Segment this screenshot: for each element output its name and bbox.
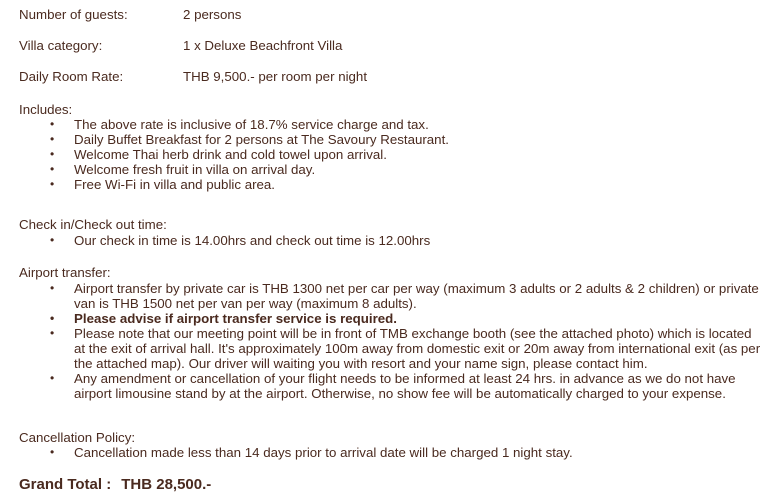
- list-item: • Please advise if airport transfer service is required.: [50, 311, 397, 326]
- bullet-icon: •: [50, 371, 55, 385]
- grand-total: [19, 477, 211, 492]
- bullet-icon: •: [50, 311, 55, 325]
- list-item: • Cancellation made less than 14 days prior to arrival date will be charged 1 night stay.: [50, 445, 573, 460]
- bullet-icon: •: [50, 281, 55, 295]
- room-rate-label: Daily Room Rate:: [19, 69, 124, 84]
- cancellation-heading: Cancellation Policy:: [19, 430, 136, 445]
- guests-value: 2 persons: [183, 7, 242, 22]
- airport-transfer-heading: Airport transfer:: [19, 265, 111, 280]
- bullet-icon: •: [50, 162, 55, 176]
- bullet-icon: •: [50, 445, 55, 459]
- cancellation-list: [0, 445, 775, 460]
- airport-transfer-list: [0, 281, 775, 401]
- list-item: • The above rate is inclusive of 18.7% service charge and tax.: [50, 117, 429, 132]
- bullet-icon: •: [50, 132, 55, 146]
- checkin-list: [0, 233, 775, 248]
- guests-row: [19, 7, 241, 23]
- list-item: • Daily Buffet Breakfast for 2 persons at The Savoury Restaurant.: [50, 132, 449, 147]
- grand-total-label: Grand Total :: [19, 476, 112, 493]
- villa-category-value: 1 x Deluxe Beachfront Villa: [183, 38, 343, 53]
- villa-category-row: [19, 38, 342, 54]
- grand-total-value: THB 28,500.-: [121, 476, 212, 493]
- list-item: • Welcome Thai herb drink and cold towel upon arrival.: [50, 147, 387, 162]
- list-item: • Any amendment or cancellation of your flight needs to be informed at least 24 hrs. in advance as we do not have airport limousine stand by at the airport. Otherwise, no show fee will be automatically charged to your expense.: [50, 371, 736, 401]
- bullet-icon: •: [50, 326, 55, 340]
- list-item: • Please note that our meeting point will be in front of TMB exchange booth (see the attached photo) which is located at the exit of arrival hall. It's approximately 100m away from domestic exit or 20m away from international exit (as per the attached map). Our driver will waiting you with resort and your name sign, please contact him.: [50, 326, 761, 371]
- bullet-icon: •: [50, 147, 55, 161]
- includes-heading: Includes:: [19, 102, 73, 117]
- room-rate-row: [19, 69, 367, 85]
- villa-category-label: Villa category:: [19, 38, 103, 53]
- list-item: • Our check in time is 14.00hrs and check out time is 12.00hrs: [50, 233, 431, 248]
- list-item: • Airport transfer by private car is THB 1300 net per car per way (maximum 3 adults or 2 adults & 2 children) or private van is THB 1500 net per van per way (maximum 8 adults).: [50, 281, 759, 311]
- list-item: • Welcome fresh fruit in villa on arrival day.: [50, 162, 316, 177]
- includes-list: [0, 117, 775, 192]
- bullet-icon: •: [50, 117, 55, 131]
- list-item: • Free Wi-Fi in villa and public area.: [50, 177, 276, 192]
- room-rate-value: THB 9,500.- per room per night: [183, 69, 368, 84]
- guests-label: Number of guests:: [19, 7, 128, 22]
- checkin-heading: Check in/Check out time:: [19, 217, 167, 232]
- bullet-icon: •: [50, 233, 55, 247]
- bullet-icon: •: [50, 177, 55, 191]
